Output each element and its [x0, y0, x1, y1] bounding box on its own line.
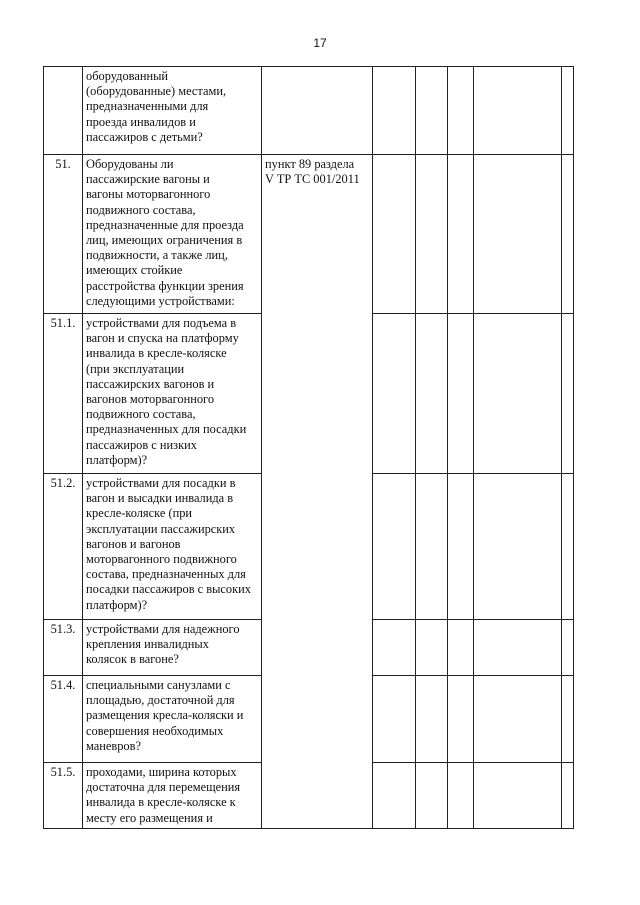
item-number: 51.2. — [44, 474, 83, 620]
table-row — [44, 155, 574, 314]
answer-na-cell — [448, 620, 474, 676]
extra-cell — [562, 620, 574, 676]
requirement-reference-cell — [262, 67, 373, 155]
item-number: 51. — [44, 155, 83, 314]
answer-yes-cell — [373, 474, 416, 620]
answer-no-cell — [416, 676, 448, 763]
answer-no-cell — [416, 314, 448, 474]
answer-yes-cell — [373, 620, 416, 676]
notes-cell — [474, 155, 562, 314]
table-row — [44, 67, 574, 155]
answer-yes-cell — [373, 314, 416, 474]
notes-cell — [474, 620, 562, 676]
notes-cell — [474, 67, 562, 155]
item-number: 51.3. — [44, 620, 83, 676]
checklist-table — [43, 66, 574, 829]
answer-na-cell — [448, 763, 474, 829]
item-number — [44, 67, 83, 155]
extra-cell — [562, 314, 574, 474]
item-number: 51.4. — [44, 676, 83, 763]
question-text: устройствами для надежного крепления инвалидных колясок в вагоне? — [83, 620, 262, 676]
answer-na-cell — [448, 314, 474, 474]
extra-cell — [562, 67, 574, 155]
answer-yes-cell — [373, 676, 416, 763]
extra-cell — [562, 474, 574, 620]
extra-cell — [562, 155, 574, 314]
extra-cell — [562, 676, 574, 763]
answer-no-cell — [416, 474, 448, 620]
answer-no-cell — [416, 67, 448, 155]
question-text: устройствами для посадки в вагон и высадки инвалида в кресле-коляске (при эксплуатации пассажирских вагонов и вагонов моторвагонного подвижного состава, предназначенных для посадки пассажиров с высоких платформ)? — [83, 474, 262, 620]
answer-na-cell — [448, 67, 474, 155]
answer-yes-cell — [373, 67, 416, 155]
answer-no-cell — [416, 155, 448, 314]
answer-no-cell — [416, 763, 448, 829]
answer-yes-cell — [373, 763, 416, 829]
item-number: 51.5. — [44, 763, 83, 829]
answer-na-cell — [448, 155, 474, 314]
answer-na-cell — [448, 676, 474, 763]
question-text: проходами, ширина которых достаточна для перемещения инвалида в кресле-коляске к месту его размещения и — [83, 763, 262, 829]
item-number: 51.1. — [44, 314, 83, 474]
answer-no-cell — [416, 620, 448, 676]
notes-cell — [474, 763, 562, 829]
answer-na-cell — [448, 474, 474, 620]
requirement-reference: пункт 89 раздела V ТР ТС 001/2011 — [262, 155, 373, 829]
notes-cell — [474, 676, 562, 763]
page-number: 17 — [313, 36, 327, 50]
answer-yes-cell — [373, 155, 416, 314]
question-text: специальными санузлами с площадью, достаточной для размещения кресла-коляски и совершения необходимых маневров? — [83, 676, 262, 763]
question-text: оборудованный (оборудованные) местами, предназначенными для проезда инвалидов и пассажиров с детьми? — [83, 67, 262, 155]
notes-cell — [474, 314, 562, 474]
question-text: устройствами для подъема в вагон и спуска на платформу инвалида в кресле-коляске (при эксплуатации пассажирских вагонов и вагонов моторвагонного подвижного состава, предназначенных для посадки пассажиров с низких платформ)? — [83, 314, 262, 474]
notes-cell — [474, 474, 562, 620]
extra-cell — [562, 763, 574, 829]
question-text: Оборудованы ли пассажирские вагоны и вагоны моторвагонного подвижного состава, предназначенные для проезда лиц, имеющих ограничения в подвижности, а также лиц, имеющих стойкие расстройства функции зрения следующими устройствами: — [83, 155, 262, 314]
